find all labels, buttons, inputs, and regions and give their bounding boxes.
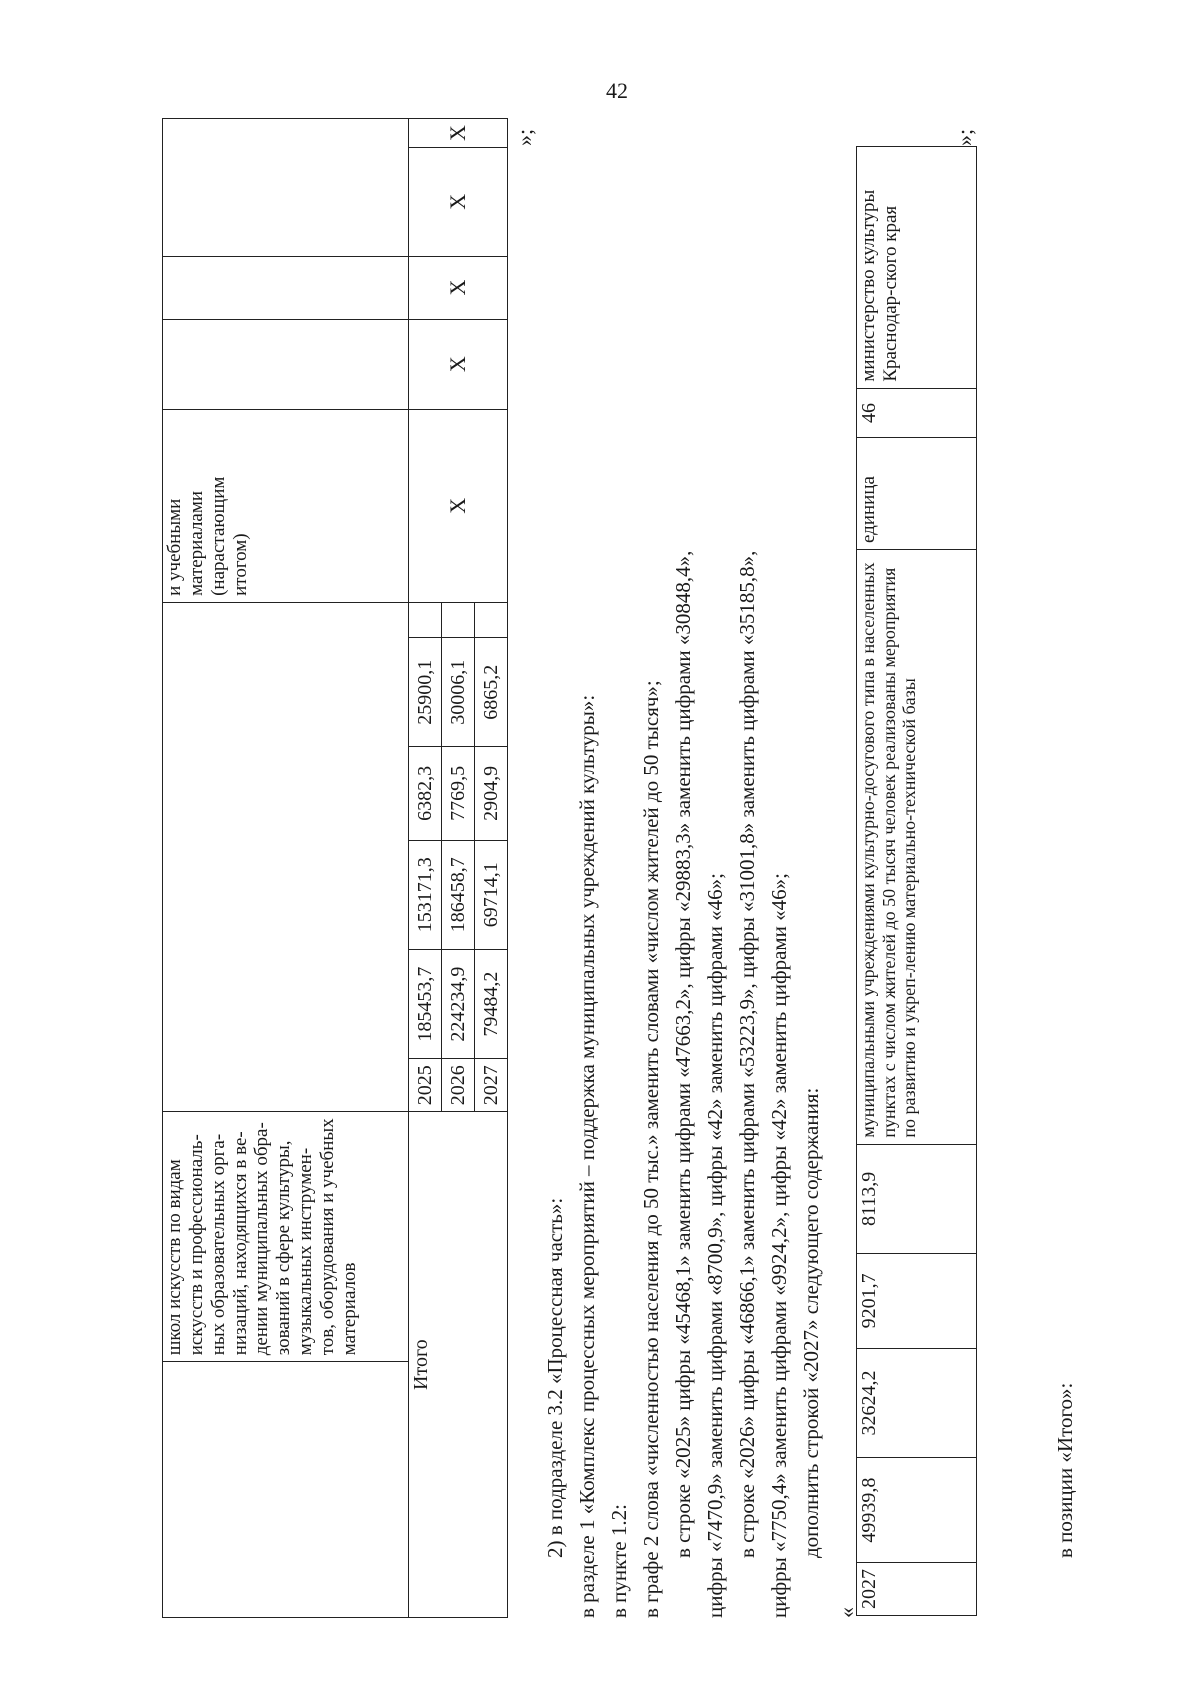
value-cell: 7769,5 [442, 747, 475, 840]
table-cell [163, 319, 409, 409]
result-description: муниципальными учреждениями культурно-досугового типа в населенных пунктах с числом жителей до 50 тысяч человек реализованы мероприятия по развитию и укреп-лению материально-технической базы [857, 550, 977, 1145]
value-cell: 185453,7 [409, 949, 442, 1058]
table-cell [163, 602, 409, 1111]
x-mark: X [409, 409, 508, 602]
table-cell [163, 256, 409, 319]
value-cell: 6382,3 [409, 747, 442, 840]
table-cell [163, 119, 409, 257]
text-line: цифры «7750,4» заменить цифрами «9924,2», цифры «42» заменить цифрами «46»; [767, 873, 791, 1618]
year-cell: 2025 [409, 1059, 442, 1112]
text-line: цифры «7470,9» заменить цифрами «8700,9», цифры «42» заменить цифрами «46»; [703, 873, 727, 1618]
value-cell: 30006,1 [442, 638, 475, 747]
table-row [163, 119, 409, 1618]
closing-quote: »; [952, 128, 977, 146]
value-cell: 186458,7 [442, 840, 475, 949]
value-cell: 46 [857, 388, 977, 438]
value-cell: 9201,7 [857, 1254, 977, 1349]
year-cell: 2026 [442, 1059, 475, 1112]
rotated-page-content [162, 118, 1200, 1618]
text-line: дополнить строкой «2027» следующего содержания: [799, 1087, 823, 1558]
x-mark: X [409, 119, 508, 148]
table-row [857, 147, 977, 1616]
indicator-description: и учебными материалами (нарастающим итогом) [163, 409, 409, 602]
table-row [409, 119, 442, 1618]
text-line: в строке «2025» цифры «45468,1» заменить цифрами «47663,2», цифры «29883,3» заменить цифрами «30848,4», [671, 550, 695, 1558]
table-cell [409, 602, 442, 637]
value-cell: 6865,2 [475, 638, 508, 747]
value-cell: 8113,9 [857, 1144, 977, 1253]
measure-description: школ искусств по видам искусств и профессиональ-ных образовательных орга-низаций, находящихся в ве-дении муниципальных обра-зований в сфере культуры, музыкальных инструмен-тов, оборудования и учебных материалов [163, 1112, 409, 1362]
responsible-cell: министерство культуры Краснодар-ского края [857, 147, 977, 389]
unit-cell: единица [857, 438, 977, 550]
value-cell: 224234,9 [442, 949, 475, 1058]
measures-table-top [162, 118, 508, 1618]
x-mark: X [409, 256, 508, 319]
text-line: 2) в подразделе 3.2 «Процессная часть»: [543, 1197, 567, 1558]
text-line: в графе 2 слова «численностью населения до 50 тыс.» заменить словами «числом жителей до 50 тысяч»; [639, 680, 663, 1618]
year-cell: 2027 [475, 1059, 508, 1112]
x-mark: X [409, 319, 508, 409]
text-line: в разделе 1 «Комплекс процессных мероприятий – поддержка муниципальных учреждений культуры»: [575, 694, 599, 1618]
year-cell: 2027 [857, 1563, 977, 1616]
table-cell [163, 1362, 409, 1618]
opening-quote: « [834, 1607, 859, 1618]
value-cell: 32624,2 [857, 1348, 977, 1458]
text-line: в позиции «Итого»: [1053, 1382, 1077, 1558]
value-cell: 79484,2 [475, 949, 508, 1058]
text-line: в пункте 1.2: [607, 1504, 631, 1618]
value-cell: 25900,1 [409, 638, 442, 747]
x-mark: X [409, 147, 508, 256]
total-label: Итого [409, 1112, 508, 1618]
value-cell: 2904,9 [475, 747, 508, 840]
text-line: в строке «2026» цифры «46866,1» заменить цифрами «53223,9», цифры «31001,8» заменить цифрами «35185,8», [735, 550, 759, 1558]
table-cell [475, 602, 508, 637]
table-cell [442, 602, 475, 637]
value-cell: 153171,3 [409, 840, 442, 949]
measures-table-bottom [856, 146, 977, 1616]
page-number: 42 [606, 78, 628, 103]
value-cell: 69714,1 [475, 840, 508, 949]
value-cell: 49939,8 [857, 1458, 977, 1563]
closing-quote: »; [512, 128, 537, 146]
